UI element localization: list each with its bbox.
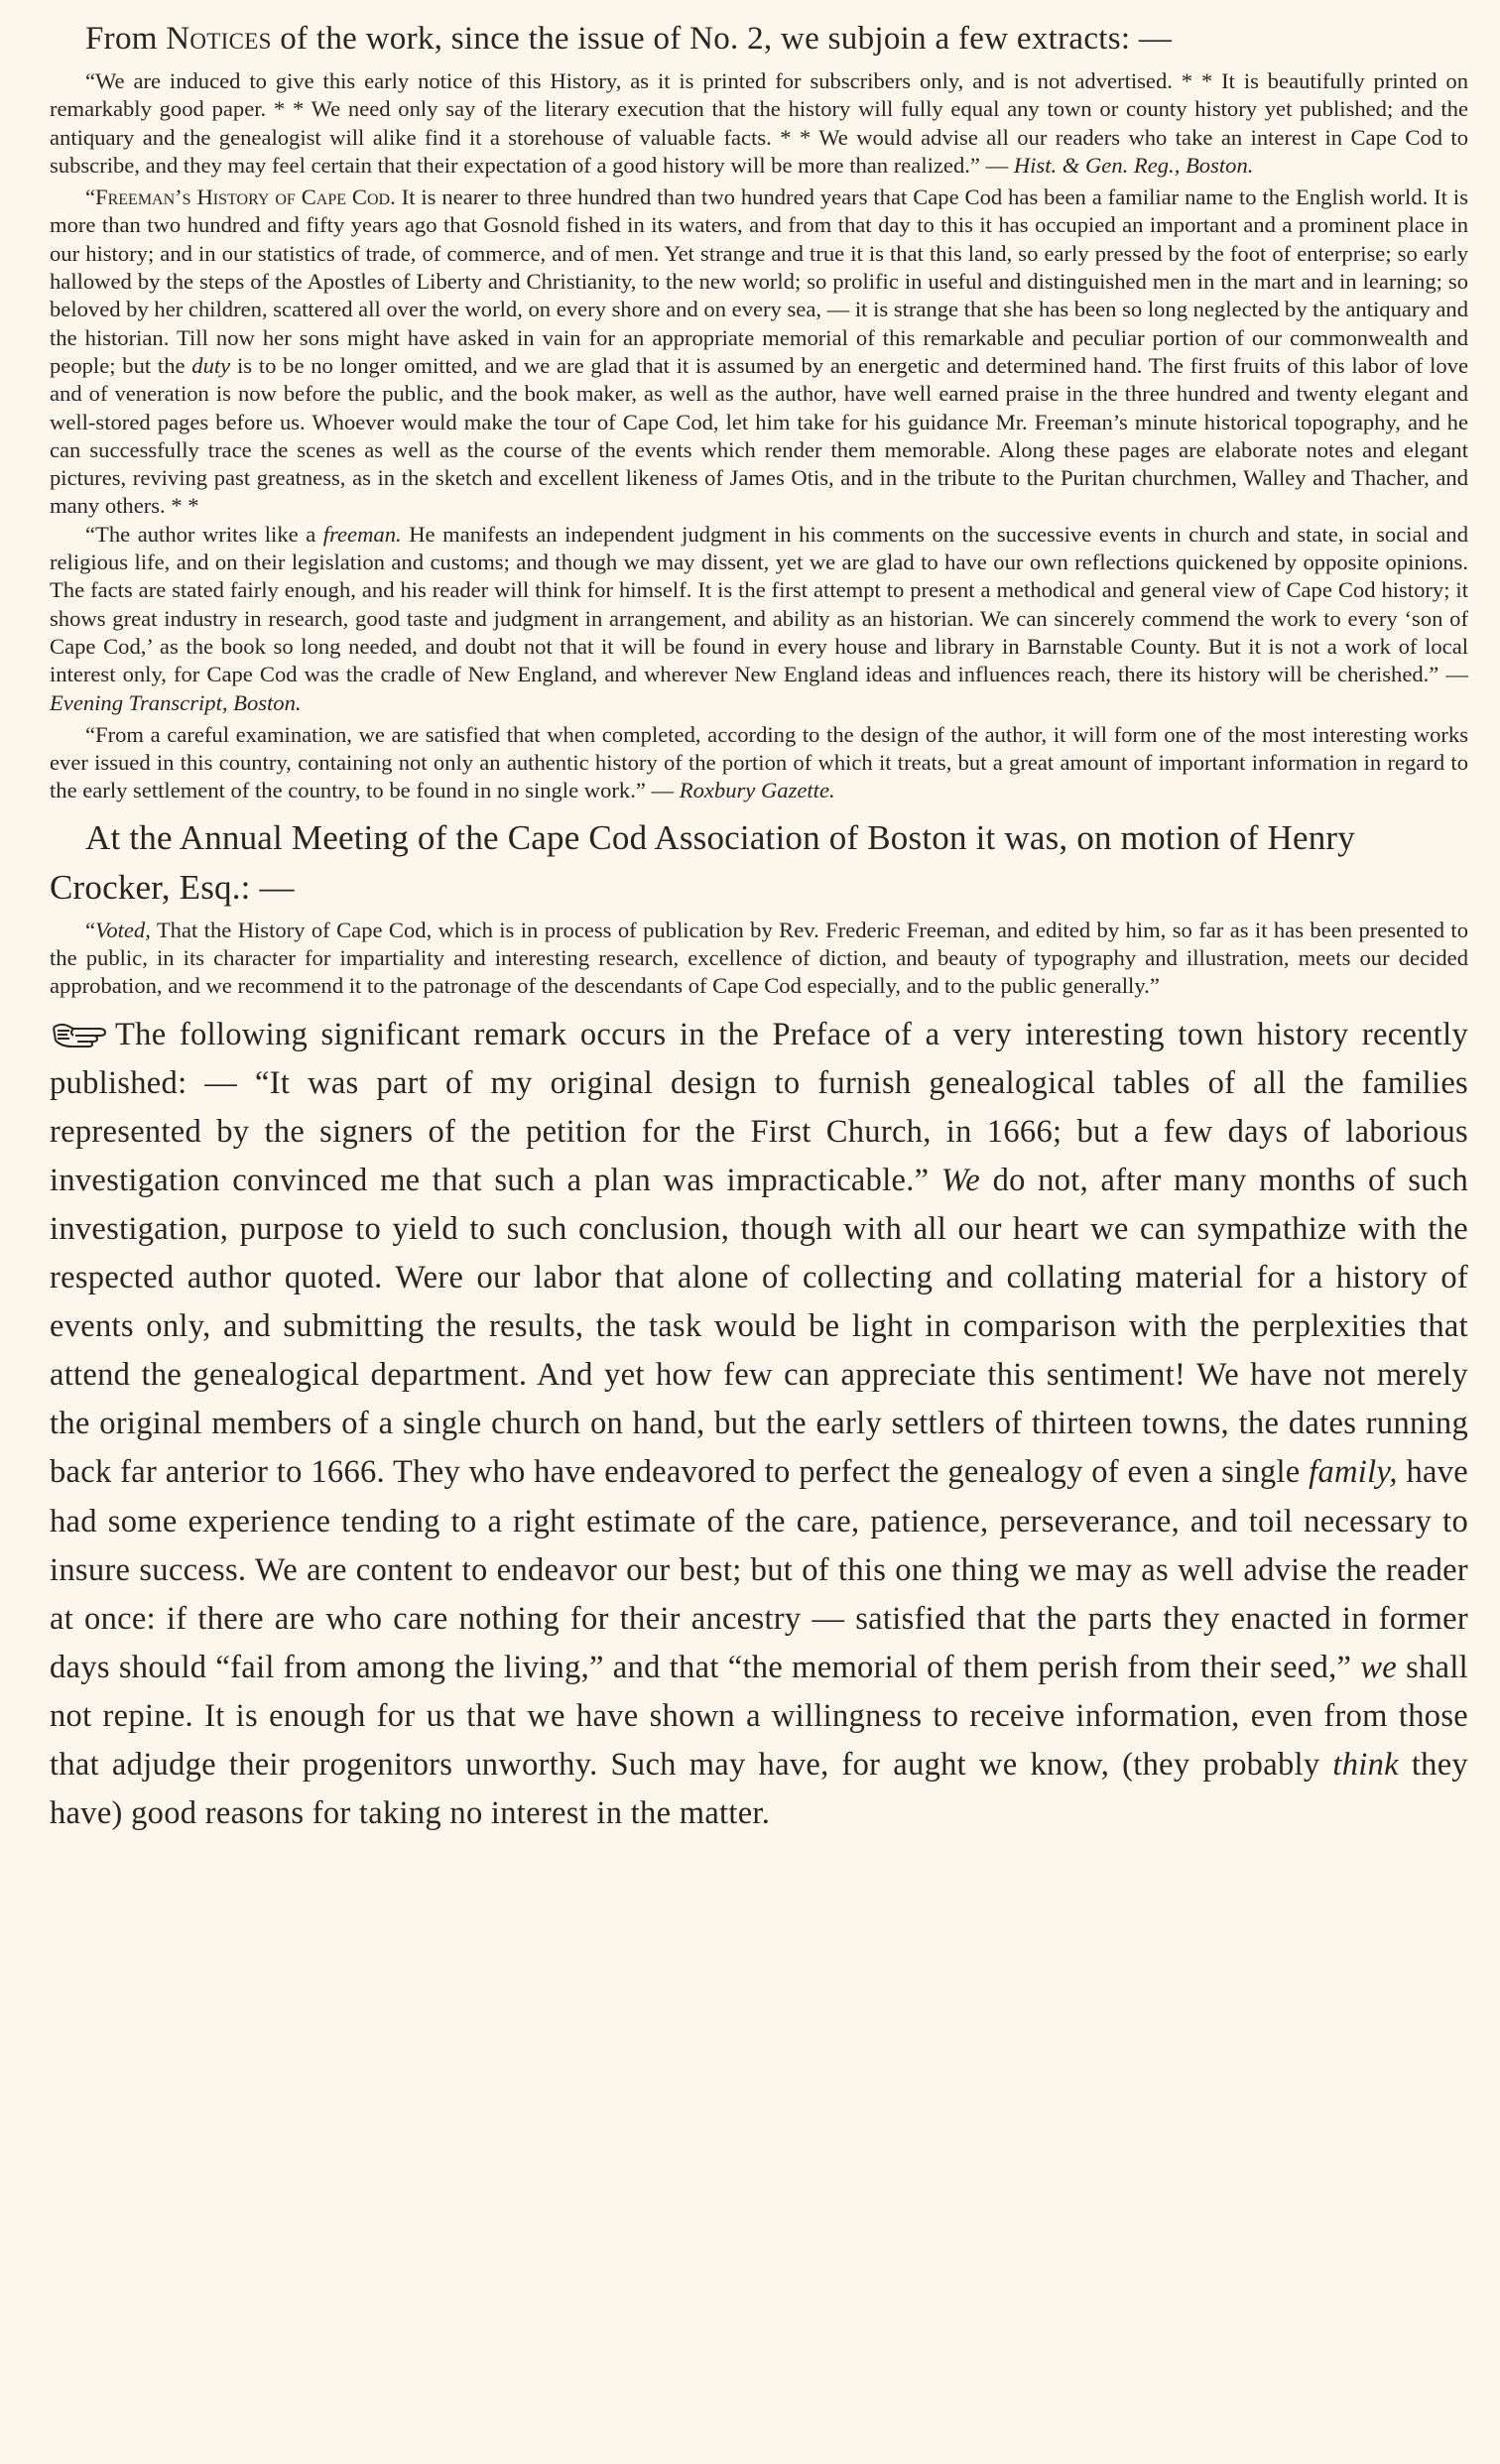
extract-text: He manifests an independent judgment in his comments on the successive events in church and state, in social and religious life, and on their legislation and customs; and though we may dissent, yet we are glad to have our own reflections quickened by opposite opinions. The facts are stated fairly enough, and his reader will think for himself. It is the first attempt to present a methodical and general view of Cape Cod history; it shows great industry in research, good taste and judgment in arrangement, and ability as an historian. We can sincerely commend the work to every ‘son of Cape Cod,’ as the book so long needed, and doubt not that it will be found in every house and library in Barnstable County. But it is not a work of local interest only, for Cape Cod was the cradle of New England, and wherever New England ideas and influences reach, there its history will be cherished.” — — [50, 521, 1468, 687]
freemans-history-title: “Freeman’s History of Cape Cod. — [85, 185, 396, 210]
paragraph-text: they have) good reasons for taking no interest in the matter. — [50, 1747, 1468, 1832]
italic-word: duty — [191, 352, 231, 378]
resolution-text: That the History of Cape Cod, which is in process of publication by Rev. Frederic Freeman, and edited by him, so far as it has been presented to the public, in its character for impartiality and interesting research, excellence of diction, and beauty of typography and illustration, meets our decided approbation, and we recommend it to the patronage of the descendants of Cape Cod especially, and to the public generally.” — [50, 917, 1468, 999]
italic-word: think — [1332, 1747, 1399, 1784]
paragraph-text: shall not repine. It is enough for us that we have shown a willingness to receive information, even from those that adjudge their progenitors unworthy. Such may have, for aught we know, (they probably — [50, 1649, 1468, 1784]
extract-text: is to be no longer omitted, and we are glad that it is assumed by an energetic and determined hand. The first fruits of this labor of love and of veneration is now before the public, and the book maker, as well as the author, have well earned praise in the three hundred and twenty elegant and well-stored pages before us. Whoever would make the tour of Cape Cod, let him take for his guidance Mr. Freeman’s minute historical topography, and he can successfully trace the scenes as well as the course of the events which render them memorable. Along these pages are elaborate notes and elegant pictures, reviving past greatness, as in the sketch and excellent likeness of James Otis, and in the tribute to the Puritan churchmen, Walley and Thacher, and many others. * * — [50, 352, 1469, 519]
extract-text: “We are induced to give this early notice of this History, as it is printed for subscribers only, and is not advertised. * * It is beautifully printed on remarkably good paper. * * We need only say of the literary execution that the history will fully equal any town or county history yet published; and the antiquary and the genealogist will alike find it a storehouse of valuable facts. * * We would advise all our readers who take an interest in Cape Cod to subscribe, and they may feel certain that their expectation of a good history will be more than realized.” — — [50, 68, 1468, 178]
extract-hist-gen-reg — [50, 67, 1468, 180]
extract-roxbury-gazette — [50, 721, 1468, 805]
paragraph-text: The following significant remark occurs in the Preface of a very interesting town history recently published: — “It was part of my original design to furnish genealogical tables of all the families represented by the signers of the petition for the First Church, in 1666; but a few days of laborious investigation convinced me that such a plan was impracticable.” — [50, 1016, 1468, 1198]
document-page — [50, 16, 1468, 1838]
annual-meeting-paragraph: At the Annual Meeting of the Cape Cod Association of Boston it was, on motion of Henry Crocker, Esq.: — — [50, 817, 1355, 907]
open-quote: “ — [85, 917, 96, 942]
italic-word: We — [940, 1162, 981, 1198]
italic-word: family, — [1309, 1454, 1398, 1491]
italic-word: we — [1360, 1649, 1398, 1685]
extract-evening-transcript-part1 — [50, 184, 1468, 521]
paragraph-text: have had some experience tending to a right estimate of the care, patience, perseverance, and toil necessary to insure success. We are content to endeavor our best; but of this one thing we may as well advise the reader at once: if there are who care nothing for their ancestry — satisfied that the parts they enacted in former days should “fail from among the living,” and that “the memorial of them perish from their seed,” — [50, 1454, 1468, 1685]
voted-resolution — [50, 917, 1468, 1001]
notices-heading — [85, 16, 1468, 62]
pointing-hand-icon — [50, 1019, 109, 1048]
heading-lead: From — [85, 21, 167, 57]
extract-source: Roxbury Gazette. — [679, 778, 835, 803]
preface-remark-paragraph — [50, 1011, 1468, 1839]
extract-text: It is nearer to three hundred than two hundred years that Cape Cod has been a familiar name to the English world. It is more than two hundred and fifty years ago that Gosnold fished in its waters, and from that day to this it has occupied an important and a prominent place in our history; and in our statistics of trade, of commerce, and of men. Yet strange and true it is that this land, so early pressed by the foot of enterprise; so early hallowed by the steps of the Apostles of Liberty and Christianity, to the new world; so prolific in useful and distinguished men in the mart and in learning; so beloved by her children, scattered all over the world, on every shore and on every sea, — it is strange that she has been so long neglected by the antiquary and the historian. Till now her sons might have asked in vain for an appropriate memorial of this remarkable and peculiar portion of our commonwealth and people; but the — [50, 185, 1468, 378]
italic-word: freeman. — [322, 521, 402, 547]
heading-smallcaps: Notices — [166, 21, 272, 57]
extract-source: Hist. & Gen. Reg., Boston. — [1013, 152, 1254, 178]
italic-word: Voted, — [95, 917, 151, 942]
heading-rest: of the work, since the issue of No. 2, we subjoin a few extracts: — — [271, 21, 1173, 57]
extract-evening-transcript-part2 — [50, 521, 1468, 717]
extract-text: “From a careful examination, we are satisfied that when completed, according to the design of the author, it will form one of the most interesting works ever issued in this country, containing not only an authentic history of the portion of which it treats, but a great amount of important information in regard to the early settlement of the country, to be found in no single work.” — — [50, 721, 1468, 803]
paragraph-text: do not, after many months of such investigation, purpose to yield to such conclusion, though with all our heart we can sympathize with the respected author quoted. Were our labor that alone of collecting and collating material for a history of events only, and submitting the results, the task would be light in comparison with the perplexities that attend the genealogical department. And yet how few can appreciate this sentiment! We have not merely the original members of a single church on hand, but the early settlers of thirteen towns, the dates running back far anterior to 1666. They who have endeavored to perfect the genealogy of even a single — [50, 1162, 1468, 1491]
extract-text: “The author writes like a — [85, 521, 323, 547]
extract-source: Evening Transcript, Boston. — [50, 689, 302, 715]
